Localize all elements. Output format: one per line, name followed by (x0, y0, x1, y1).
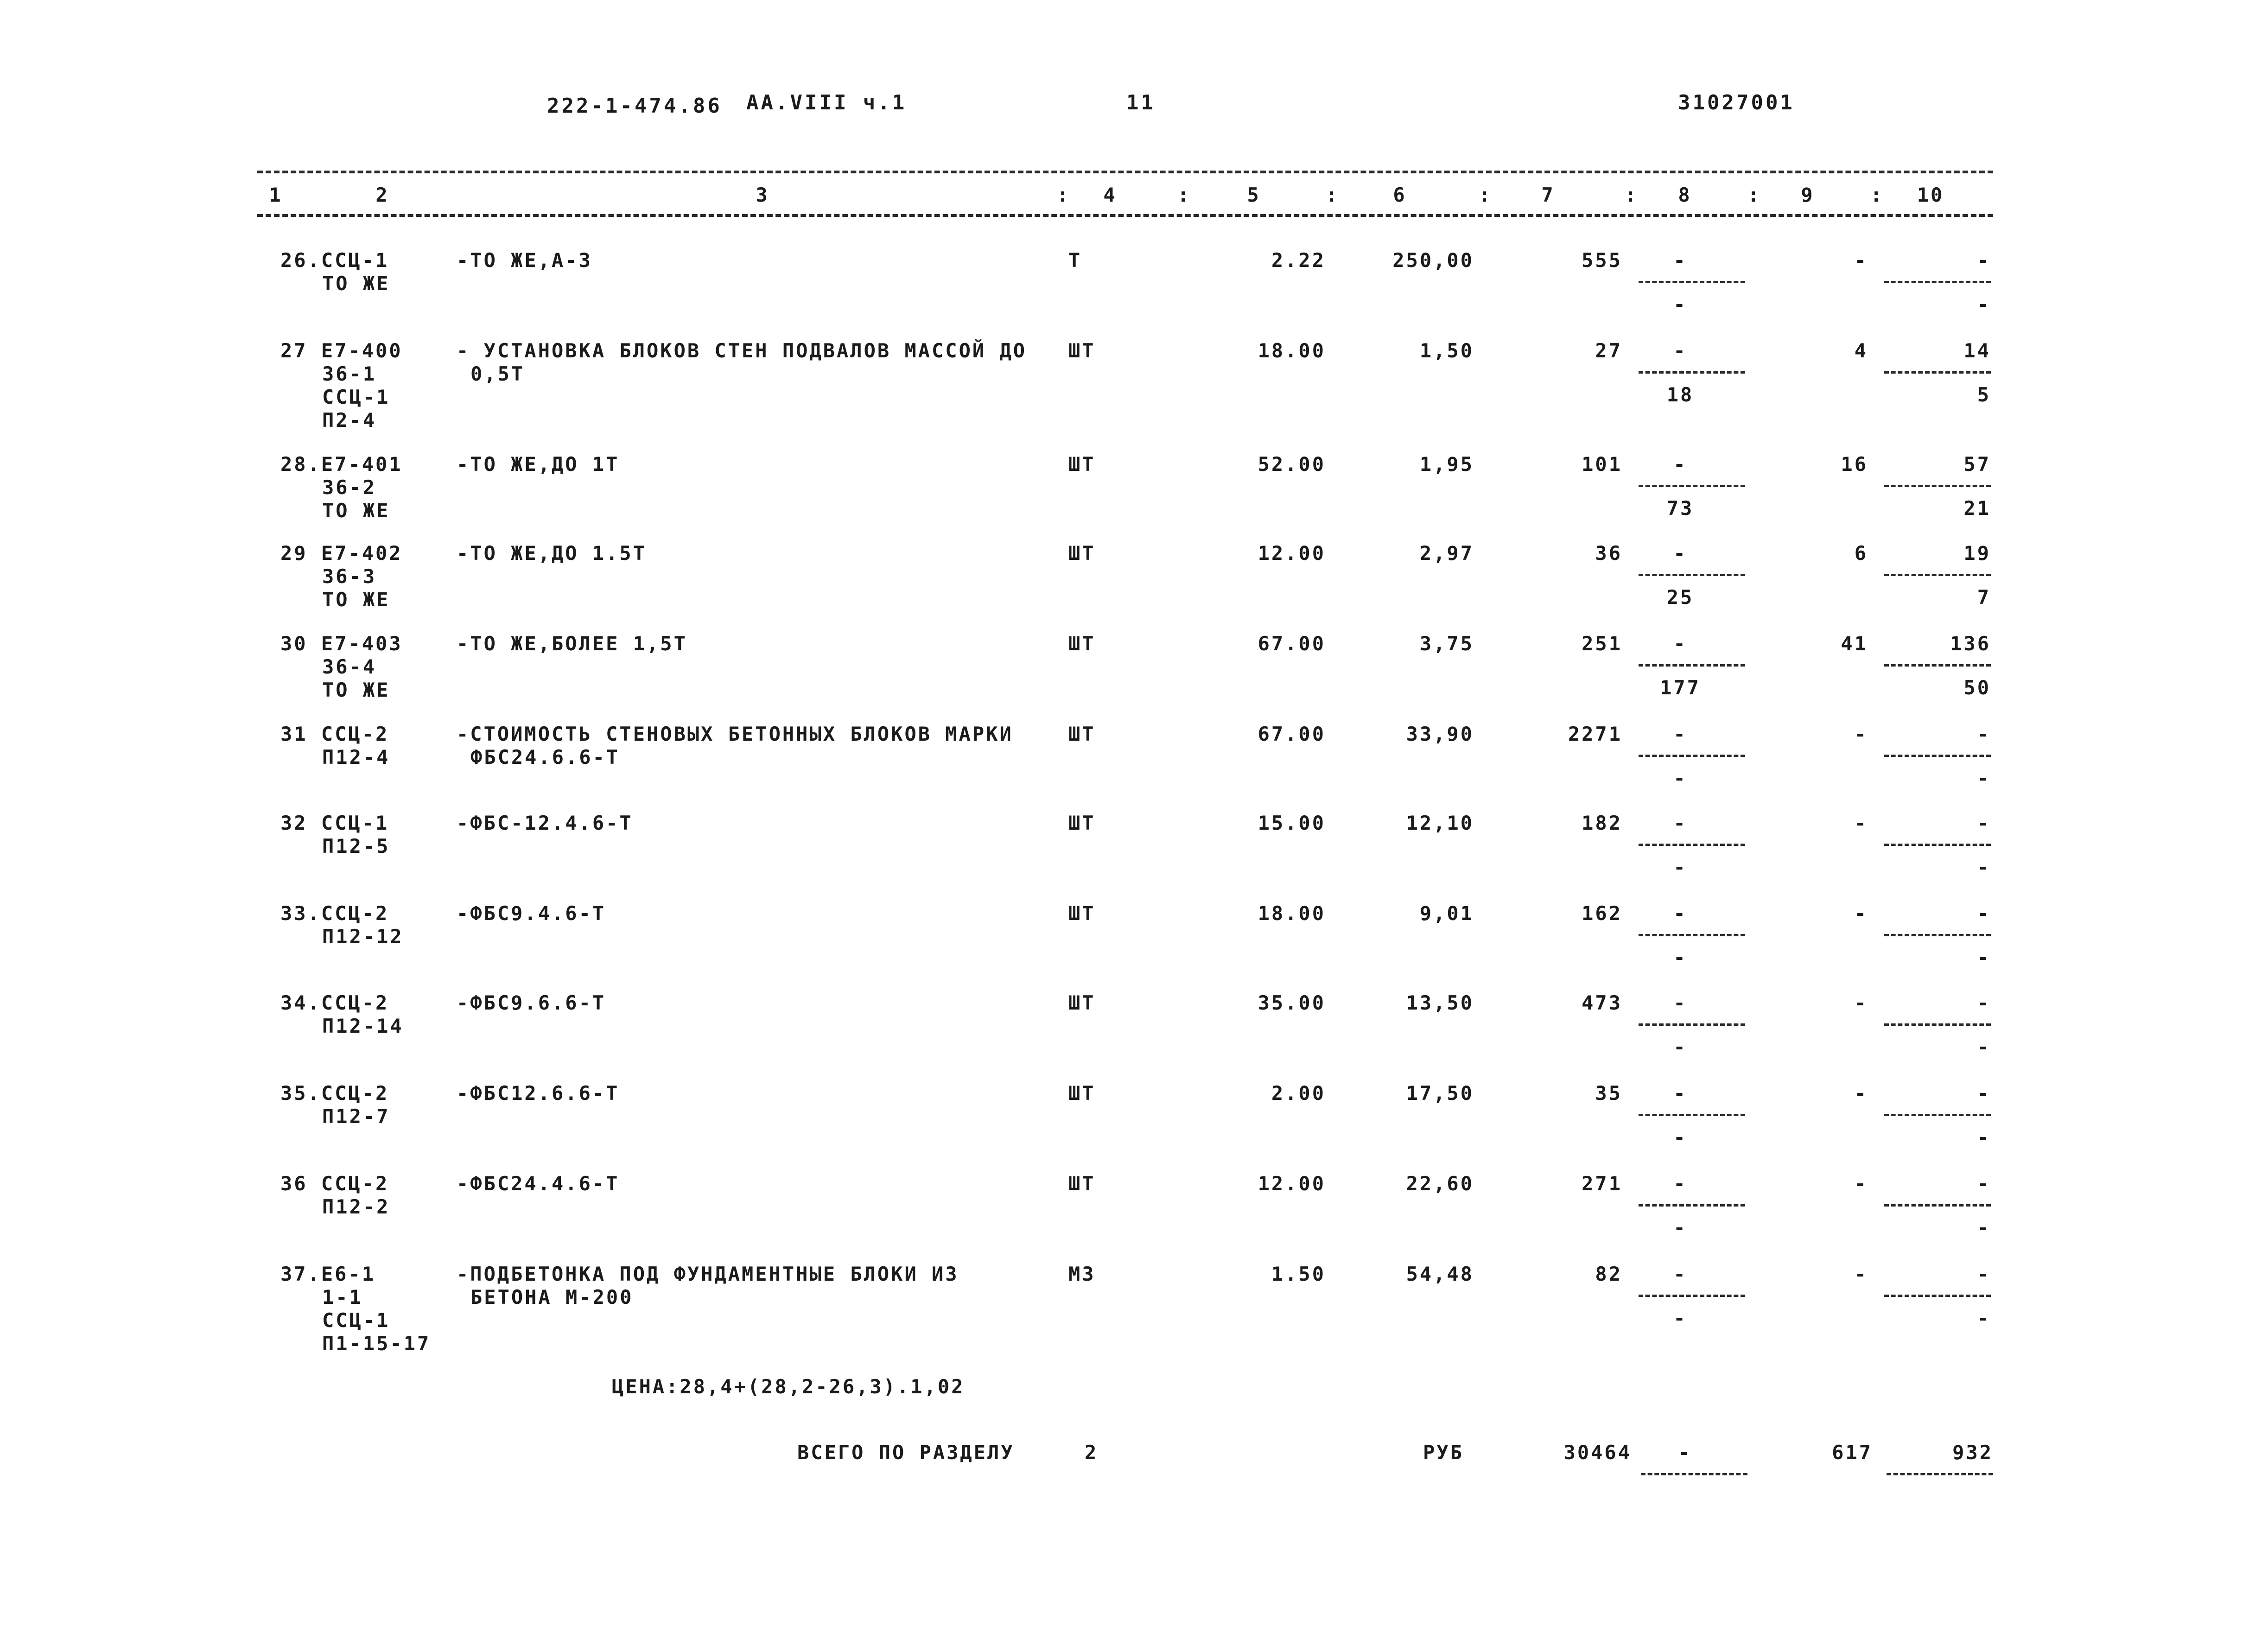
row-col10-bottom: 50 (1963, 676, 1991, 699)
column-separator: : (1479, 184, 1493, 206)
fraction-rule (1639, 281, 1745, 283)
fraction-rule (1639, 371, 1745, 374)
row-code: П12-4 (322, 746, 390, 769)
row-description: -ФБС9.6.6-Т (457, 991, 606, 1014)
fraction-rule (1639, 844, 1745, 846)
row-col10-bottom: 5 (1977, 383, 1991, 406)
row-description: -ТО ЖЕ,БОЛЕЕ 1,5Т (457, 632, 687, 655)
column-header: 7 (1541, 184, 1555, 206)
row-quantity: 18.00 (1258, 902, 1326, 925)
column-header: 3 (756, 184, 769, 206)
row-col8-bottom: - (1673, 1035, 1687, 1058)
fraction-rule (1639, 1204, 1745, 1207)
document-number: 31027001 (1678, 91, 1795, 114)
row-col10-top: 14 (1963, 339, 1991, 362)
row-unit: ШТ (1068, 453, 1096, 476)
row-col10-bottom: - (1977, 1216, 1991, 1239)
section-total-col9: 617 (1832, 1441, 1873, 1464)
row-unit-price: 13,50 (1406, 991, 1474, 1014)
fraction-rule (1639, 1114, 1745, 1116)
section-total-value: 30464 (1563, 1441, 1632, 1464)
row-code: 31 ССЦ-2 (280, 723, 389, 745)
row-unit: ШТ (1068, 991, 1096, 1014)
row-col10-top: 57 (1963, 453, 1991, 476)
row-code: 34.ССЦ-2 (280, 991, 389, 1014)
fraction-rule (1641, 1473, 1747, 1475)
row-quantity: 2.00 (1271, 1082, 1326, 1105)
row-col8-bottom: 73 (1666, 497, 1694, 520)
row-code: 27 Е7-400 (280, 339, 403, 362)
row-col10-top: - (1977, 1172, 1991, 1195)
row-col8-top: - (1673, 453, 1687, 476)
row-col10-bottom: 21 (1963, 497, 1991, 520)
row-code: 33.ССЦ-2 (280, 902, 389, 925)
row-unit: ШТ (1068, 723, 1096, 745)
row-unit-price: 33,90 (1406, 723, 1474, 745)
row-code: 36 ССЦ-2 (280, 1172, 389, 1195)
fraction-rule (1884, 934, 1991, 936)
row-col8-top: - (1673, 249, 1687, 272)
row-code: ТО ЖЕ (322, 272, 390, 295)
row-col8-top: - (1673, 723, 1687, 745)
row-unit: ШТ (1068, 1172, 1096, 1195)
row-col10-top: - (1977, 723, 1991, 745)
row-col9: - (1854, 991, 1868, 1014)
row-col9: - (1854, 1082, 1868, 1105)
currency-unit: РУБ (1423, 1441, 1464, 1464)
row-unit-price: 12,10 (1406, 812, 1474, 834)
column-separator: : (1747, 184, 1761, 206)
fraction-rule (1884, 1114, 1991, 1116)
row-col8-top: - (1673, 632, 1687, 655)
fraction-rule (1884, 844, 1991, 846)
fraction-rule (1884, 1295, 1991, 1297)
section-total-col8: - (1678, 1441, 1692, 1464)
row-unit-price: 1,50 (1419, 339, 1474, 362)
row-total: 555 (1582, 249, 1622, 272)
row-col8-top: - (1673, 902, 1687, 925)
row-description: -СТОИМОСТЬ СТЕНОВЫХ БЕТОННЫХ БЛОКОВ МАРКИ (457, 723, 1013, 745)
row-quantity: 67.00 (1258, 632, 1326, 655)
row-col10-bottom: - (1977, 1035, 1991, 1058)
row-code: 36-3 (322, 565, 377, 588)
row-code: П12-7 (322, 1105, 390, 1128)
row-description: -ФБС9.4.6-Т (457, 902, 606, 925)
row-col10-top: 136 (1950, 632, 1991, 655)
row-quantity: 1.50 (1271, 1263, 1326, 1285)
row-col10-top: - (1977, 1263, 1991, 1285)
row-col8-bottom: - (1673, 1216, 1687, 1239)
row-unit: М3 (1068, 1263, 1096, 1285)
album-reference: АА.VIII ч.1 (746, 91, 907, 114)
row-code: ТО ЖЕ (322, 588, 390, 611)
row-description: -ФБС-12.4.6-Т (457, 812, 633, 834)
row-description: ФБС24.6.6-Т (470, 746, 620, 769)
row-quantity: 67.00 (1258, 723, 1326, 745)
row-col9: 4 (1854, 339, 1868, 362)
price-formula: ЦЕНА:28,4+(28,2-26,3).1,02 (612, 1375, 965, 1398)
row-quantity: 52.00 (1258, 453, 1326, 476)
row-col8-top: - (1673, 542, 1687, 565)
row-quantity: 2.22 (1271, 249, 1326, 272)
row-col8-top: - (1673, 1082, 1687, 1105)
row-col10-bottom: 7 (1977, 586, 1991, 609)
row-unit: ШТ (1068, 632, 1096, 655)
row-unit-price: 9,01 (1419, 902, 1474, 925)
column-separator: : (1177, 184, 1191, 206)
row-col8-top: - (1673, 1263, 1687, 1285)
row-col9: - (1854, 902, 1868, 925)
row-col8-bottom: 177 (1660, 676, 1701, 699)
row-unit-price: 22,60 (1406, 1172, 1474, 1195)
row-col10-bottom: - (1977, 1307, 1991, 1329)
fraction-rule (1639, 755, 1745, 757)
row-col10-top: - (1977, 991, 1991, 1014)
row-code: ССЦ-1 (322, 1309, 390, 1332)
row-code: 1-1 (322, 1286, 363, 1308)
page-number: 11 (1126, 91, 1156, 114)
row-col9: - (1854, 723, 1868, 745)
row-col10-bottom: - (1977, 1126, 1991, 1149)
column-header: 8 (1678, 184, 1692, 206)
row-col10-top: - (1977, 249, 1991, 272)
row-col8-bottom: 18 (1666, 383, 1694, 406)
row-unit-price: 250,00 (1392, 249, 1474, 272)
row-col8-bottom: - (1673, 767, 1687, 789)
row-code: 32 ССЦ-1 (280, 812, 389, 834)
row-code: 28.Е7-401 (280, 453, 403, 476)
fraction-rule (1884, 1023, 1991, 1026)
section-total-col10: 932 (1952, 1441, 1993, 1464)
row-code: П2-4 (322, 409, 377, 432)
document-code: 222-1-474.86 (547, 94, 722, 118)
row-col10-bottom: - (1977, 767, 1991, 789)
row-unit: ШТ (1068, 1082, 1096, 1105)
row-code: 36-4 (322, 655, 377, 678)
row-total: 162 (1582, 902, 1622, 925)
row-unit-price: 54,48 (1406, 1263, 1474, 1285)
column-header: 5 (1247, 184, 1261, 206)
row-col10-top: - (1977, 812, 1991, 834)
row-unit-price: 1,95 (1419, 453, 1474, 476)
row-code: 29 Е7-402 (280, 542, 403, 565)
row-code: 35.ССЦ-2 (280, 1082, 389, 1105)
row-total: 2271 (1568, 723, 1622, 745)
row-col9: - (1854, 812, 1868, 834)
row-description: - УСТАНОВКА БЛОКОВ СТЕН ПОДВАЛОВ МАССОЙ ДО (457, 339, 1027, 362)
row-col10-bottom: - (1977, 293, 1991, 316)
row-total: 182 (1582, 812, 1622, 834)
row-col8-bottom: - (1673, 946, 1687, 969)
column-separator: : (1625, 184, 1639, 206)
fraction-rule (1639, 574, 1745, 576)
row-unit: ШТ (1068, 339, 1096, 362)
row-col9: - (1854, 1263, 1868, 1285)
row-code: 36-1 (322, 362, 377, 385)
row-col10-bottom: - (1977, 946, 1991, 969)
row-code: П12-5 (322, 835, 390, 857)
row-total: 35 (1595, 1082, 1622, 1105)
row-col8-top: - (1673, 339, 1687, 362)
row-code: 36-2 (322, 476, 377, 499)
row-unit-price: 3,75 (1419, 632, 1474, 655)
fraction-rule (1639, 485, 1745, 487)
row-unit: ШТ (1068, 902, 1096, 925)
column-separator: : (1326, 184, 1340, 206)
row-col9: - (1854, 249, 1868, 272)
fraction-rule (1884, 371, 1991, 374)
row-description: БЕТОНА М-200 (470, 1286, 634, 1308)
row-code: П1-15-17 (322, 1332, 431, 1355)
row-code: П12-12 (322, 925, 404, 948)
fraction-rule (1884, 1204, 1991, 1207)
row-col8-top: - (1673, 1172, 1687, 1195)
row-total: 27 (1595, 339, 1622, 362)
row-col8-top: - (1673, 812, 1687, 834)
table-top-rule (257, 171, 1993, 173)
fraction-rule (1884, 664, 1991, 667)
row-description: -ТО ЖЕ,А-3 (457, 249, 592, 272)
row-description: 0,5Т (470, 362, 525, 385)
column-separator: : (1057, 184, 1071, 206)
row-quantity: 15.00 (1258, 812, 1326, 834)
fraction-rule (1887, 1473, 1993, 1475)
row-total: 36 (1595, 542, 1622, 565)
row-col9: - (1854, 1172, 1868, 1195)
row-total: 271 (1582, 1172, 1622, 1195)
fraction-rule (1639, 934, 1745, 936)
column-header: 9 (1801, 184, 1815, 206)
column-header: 2 (375, 184, 389, 206)
row-code: 30 Е7-403 (280, 632, 403, 655)
row-col8-top: - (1673, 991, 1687, 1014)
column-header: 10 (1917, 184, 1944, 206)
row-col9: 41 (1841, 632, 1868, 655)
row-code: П12-14 (322, 1015, 404, 1037)
row-unit-price: 17,50 (1406, 1082, 1474, 1105)
row-col10-bottom: - (1977, 856, 1991, 878)
row-col10-top: - (1977, 902, 1991, 925)
table-header-rule (257, 214, 1993, 217)
row-col10-top: - (1977, 1082, 1991, 1105)
row-col8-bottom: - (1673, 1307, 1687, 1329)
row-total: 473 (1582, 991, 1622, 1014)
fraction-rule (1639, 1023, 1745, 1026)
row-total: 101 (1582, 453, 1622, 476)
row-quantity: 12.00 (1258, 542, 1326, 565)
column-separator: : (1870, 184, 1884, 206)
row-col9: 16 (1841, 453, 1868, 476)
row-total: 82 (1595, 1263, 1622, 1285)
row-code: ТО ЖЕ (322, 679, 390, 701)
column-header: 6 (1393, 184, 1407, 206)
row-unit: ШТ (1068, 542, 1096, 565)
column-header: 1 (269, 184, 283, 206)
section-total-label: ВСЕГО ПО РАЗДЕЛУ (797, 1441, 1015, 1464)
fraction-rule (1639, 664, 1745, 667)
fraction-rule (1884, 485, 1991, 487)
row-code: П12-2 (322, 1195, 390, 1218)
row-total: 251 (1582, 632, 1622, 655)
row-description: -ТО ЖЕ,ДО 1Т (457, 453, 620, 476)
row-quantity: 18.00 (1258, 339, 1326, 362)
fraction-rule (1884, 281, 1991, 283)
row-unit: Т (1068, 249, 1082, 272)
row-col8-bottom: - (1673, 293, 1687, 316)
row-code: 26.ССЦ-1 (280, 249, 389, 272)
fraction-rule (1884, 574, 1991, 576)
row-col8-bottom: - (1673, 856, 1687, 878)
fraction-rule (1639, 1295, 1745, 1297)
row-code: 37.Е6-1 (280, 1263, 376, 1285)
row-quantity: 12.00 (1258, 1172, 1326, 1195)
row-description: -ТО ЖЕ,ДО 1.5Т (457, 542, 647, 565)
fraction-rule (1884, 755, 1991, 757)
row-code: ТО ЖЕ (322, 499, 390, 522)
column-header: 4 (1103, 184, 1117, 206)
row-description: -ФБС24.4.6-Т (457, 1172, 620, 1195)
row-col8-bottom: - (1673, 1126, 1687, 1149)
row-col10-top: 19 (1963, 542, 1991, 565)
row-unit-price: 2,97 (1419, 542, 1474, 565)
row-col8-bottom: 25 (1666, 586, 1694, 609)
row-unit: ШТ (1068, 812, 1096, 834)
row-col9: 6 (1854, 542, 1868, 565)
row-description: -ПОДБЕТОНКА ПОД ФУНДАМЕНТНЫЕ БЛОКИ ИЗ (457, 1263, 959, 1285)
row-description: -ФБС12.6.6-Т (457, 1082, 620, 1105)
section-number: 2 (1085, 1441, 1099, 1464)
row-quantity: 35.00 (1258, 991, 1326, 1014)
row-code: ССЦ-1 (322, 386, 390, 408)
